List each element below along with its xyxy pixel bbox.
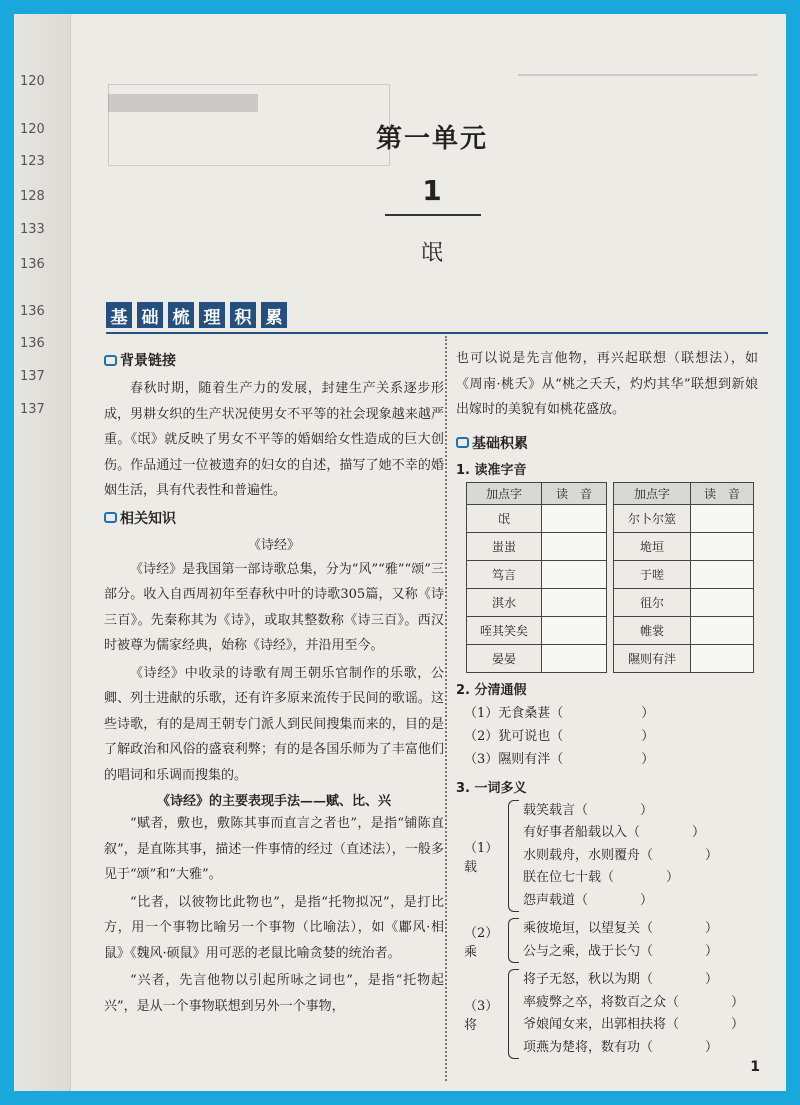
pronunciation-tables (466, 482, 758, 673)
polysemy-label: 3. 一词多义 (456, 780, 527, 796)
pron-answer-cell[interactable] (542, 532, 607, 560)
polysemy-group-cheng (464, 918, 758, 963)
pronunciation-table-left (466, 482, 607, 673)
background-heading (104, 350, 444, 370)
lesson-title: 氓 (420, 241, 443, 266)
background-heading-text: 背景链接 (120, 353, 176, 369)
side-page-number: 137 (20, 402, 45, 417)
basic-heading-text: 基础积累 (472, 435, 528, 452)
column-divider (445, 336, 447, 1081)
page-number: 1 (750, 1059, 760, 1075)
bleed-through-header (108, 94, 258, 112)
polysemy-lines (523, 800, 718, 913)
polysemy-word: （2）乘 (464, 925, 499, 960)
side-page-number: 120 (20, 74, 45, 89)
col-header: 加点字 (614, 482, 691, 504)
pron-char: 隰则有泮 (614, 644, 691, 672)
banner-char: 梳 (168, 302, 194, 328)
related-paragraph: 《诗经》中收录的诗歌有周王朝乐官制作的乐歌，公卿、列士进献的乐歌，还有许多原来流传于民间的歌谣。这些诗歌，有的是周王朝专门派人到民间搜集而来的，目的是了解政治和风俗的盛衰利弊；有的是各国乐师为了丰富他们的唱词和乐调而搜集的。 (104, 665, 444, 783)
banner-char: 理 (199, 302, 225, 328)
tongjia-label: 2. 分清通假 (456, 682, 527, 698)
pron-char: 晏晏 (467, 644, 542, 672)
side-page-number: 128 (20, 189, 45, 204)
pron-char: 帷裳 (614, 616, 691, 644)
polysemy-line[interactable]: 朕在位七十载（ ） (523, 870, 680, 885)
pron-answer-cell[interactable] (691, 504, 754, 532)
pron-char: 蚩蚩 (467, 532, 542, 560)
related-heading (104, 508, 444, 528)
title-divider (385, 214, 481, 216)
brace (508, 800, 519, 913)
left-column (104, 346, 444, 1021)
continuation-text: 也可以说是先言他物，再兴起联想（联想法），如《周南·桃夭》从“桃之夭夭，灼灼其华”联想到新娘出嫁时的美貌有如桃花盛放。 (456, 351, 758, 417)
pron-char: 氓 (467, 504, 542, 532)
unit-title: 第一单元 (375, 124, 488, 154)
pron-answer-cell[interactable] (542, 644, 607, 672)
banner-char: 基 (106, 302, 132, 328)
banner-rule (106, 332, 768, 334)
polysemy-word: （3）将 (464, 999, 499, 1033)
side-page-number: 133 (20, 222, 45, 237)
pronunciation-label: 1. 读准字音 (456, 462, 527, 478)
polysemy-line[interactable]: 有好事者船载以入（ ） (523, 825, 706, 840)
shijing-subtitle: 《诗经》 (247, 537, 300, 553)
section-marker-icon (104, 512, 117, 523)
polysemy-word: （1）载 (464, 840, 499, 875)
related-heading-text: 相关知识 (120, 510, 176, 527)
polysemy-line[interactable]: 公与之乘，战于长勺（ ） (523, 943, 719, 959)
banner-char: 础 (137, 302, 163, 328)
side-page-number: 137 (20, 369, 45, 384)
polysemy-group-zai (464, 800, 758, 913)
polysemy-line[interactable]: 将子无怒，秋以为期（ ） (523, 972, 719, 987)
page (14, 14, 786, 1091)
col-header: 加点字 (467, 482, 542, 504)
pron-answer-cell[interactable] (542, 588, 607, 616)
pron-char: 咥其笑矣 (467, 616, 542, 644)
tongjia-item[interactable]: （1）无食桑葚（ ） (464, 705, 655, 721)
related-paragraph: 《诗经》是我国第一部诗歌总集，分为“风”“雅”“颂”三部分。收入自西周初年至春秋中叶的诗歌305篇，又称《诗三百》。先秦称其为《诗》，或取其整数称《诗三百》。西汉时被尊为儒家经典，始称《诗经》，并沿用至今。 (104, 561, 444, 653)
side-page-number: 136 (20, 304, 45, 319)
polysemy-line[interactable]: 乘彼垝垣，以望复关（ ） (523, 921, 719, 936)
bleed-through-line (518, 74, 758, 76)
pron-char: 垝垣 (614, 532, 691, 560)
section-marker-icon (104, 355, 117, 366)
pron-answer-cell[interactable] (691, 560, 754, 588)
polysemy-line[interactable]: 率疲弊之卒，将数百之众（ ） (523, 994, 745, 1010)
background-text: 春秋时期，随着生产力的发展，封建生产关系逐步形成，男耕女织的生产状况使男女不平等的社会现象越来越严重。《氓》就反映了男女不平等的婚姻给女性造成的巨大创伤。作品通过一位被遗弃的妇女的自述，描写了她不幸的婚姻生活，具有代表性和普遍性。 (104, 381, 444, 498)
polysemy-line[interactable]: 载笑载言（ ） (523, 802, 654, 818)
polysemy-line[interactable]: 爷娘闻女来，出郭相扶将（ ） (523, 1017, 745, 1032)
pronunciation-table-right (613, 482, 754, 673)
side-page-number: 136 (20, 336, 45, 351)
col-header: 读 音 (542, 482, 607, 504)
side-page-number: 120 (20, 122, 45, 137)
polysemy-line[interactable]: 怨声载道（ ） (523, 892, 654, 908)
technique-paragraph: “比者，以彼物比此物也”，是指“托物拟况”，是打比方，用一个事物比喻另一个事物（比喻法），如《鄘风·相鼠》《魏风·硕鼠》用可恶的老鼠比喻贪婪的统治者。 (104, 894, 444, 961)
polysemy-line[interactable]: 水则载舟，水则覆舟（ ） (523, 847, 719, 863)
pron-char: 淇水 (467, 588, 542, 616)
section-marker-icon (456, 437, 469, 448)
right-column (456, 346, 758, 1065)
polysemy-line[interactable]: 项燕为楚将，数有功（ ） (523, 1039, 719, 1055)
tongjia-item[interactable]: （3）隰则有泮（ ） (464, 751, 655, 767)
section-banner (106, 302, 287, 328)
pron-char: 于嗟 (614, 560, 691, 588)
pron-answer-cell[interactable] (542, 616, 607, 644)
technique-paragraph: “赋者，敷也，敷陈其事而直言之者也”，是指“铺陈直叙”，是直陈其事，描述一件事情的经过（直述法），一般多见于“颂”和“大雅”。 (104, 816, 444, 882)
side-page-number: 136 (20, 257, 45, 272)
lesson-number: 1 (422, 174, 442, 207)
pron-char: 尔卜尔筮 (614, 504, 691, 532)
previous-page-edge (14, 14, 71, 1091)
pron-answer-cell[interactable] (542, 560, 607, 588)
banner-char: 累 (261, 302, 287, 328)
col-header: 读 音 (691, 482, 754, 504)
polysemy-lines (523, 969, 744, 1059)
pron-char: 徂尔 (614, 588, 691, 616)
brace (508, 918, 519, 963)
page-content (78, 14, 786, 1091)
technique-title: 《诗经》的主要表现手法——赋、比、兴 (156, 794, 391, 809)
pron-char: 笃言 (467, 560, 542, 588)
brace (508, 969, 519, 1059)
technique-paragraph: “兴者，先言他物以引起所咏之词也”，是指“托物起兴”，是从一个事物联想到另外一个事物， (104, 973, 444, 1014)
polysemy-group-jiang (464, 969, 758, 1059)
pron-answer-cell[interactable] (542, 504, 607, 532)
tongjia-item[interactable]: （2）犹可说也（ ） (464, 728, 655, 744)
basic-heading (456, 433, 758, 453)
side-page-number: 123 (20, 154, 45, 169)
pron-answer-cell[interactable] (691, 616, 754, 644)
pron-answer-cell[interactable] (691, 644, 754, 672)
banner-char: 积 (230, 302, 256, 328)
pron-answer-cell[interactable] (691, 588, 754, 616)
pron-answer-cell[interactable] (691, 532, 754, 560)
polysemy-lines (523, 918, 718, 963)
